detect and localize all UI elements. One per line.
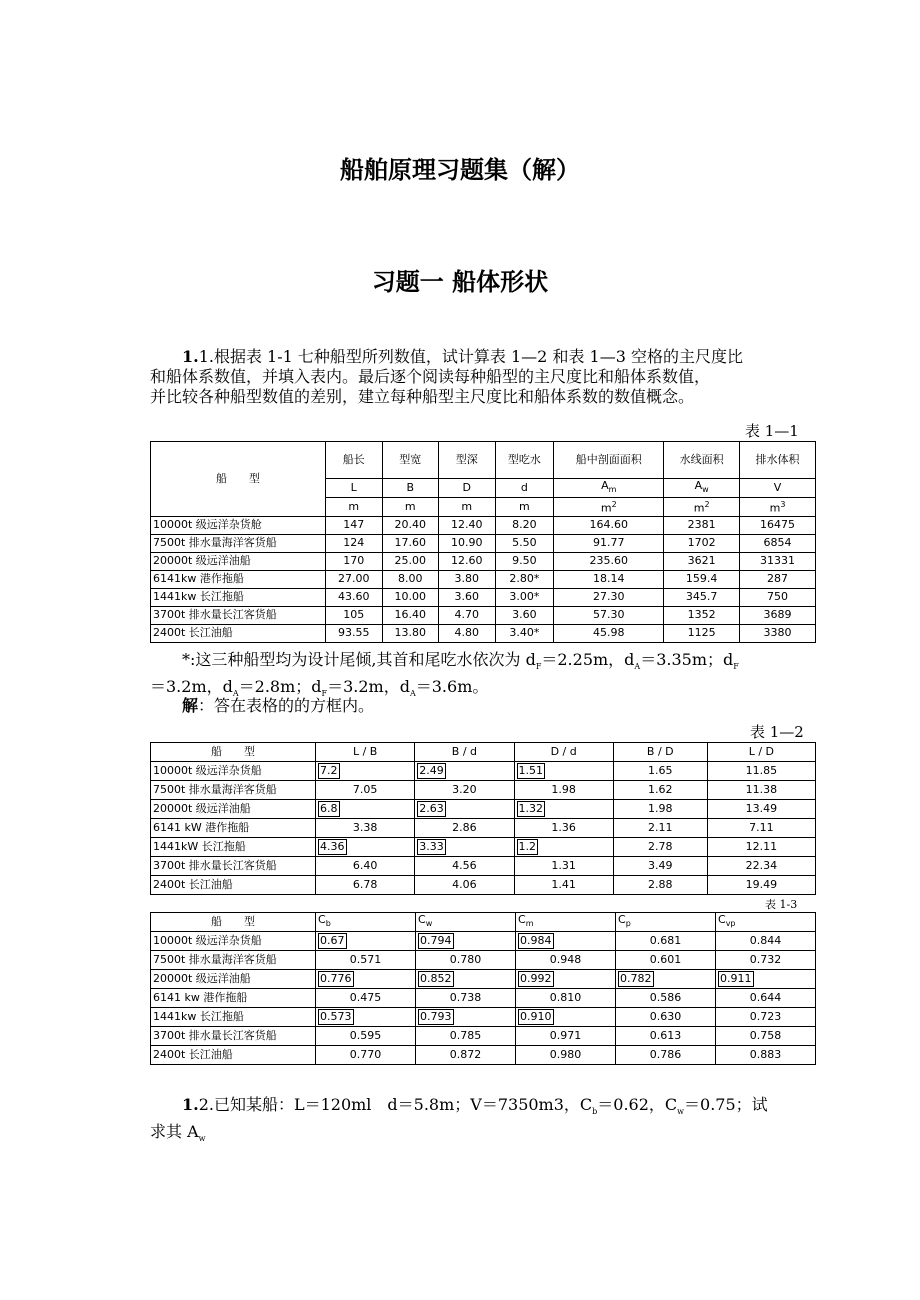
value-cell: 1125: [664, 624, 740, 642]
value-cell: 0.732: [716, 951, 816, 970]
value-cell: 18.14: [554, 570, 664, 588]
value-cell: 2.80*: [495, 570, 554, 588]
column-header: 型深: [439, 442, 496, 479]
value-cell: 1.41: [514, 876, 613, 895]
symbol-cell: $A_m$: [554, 479, 664, 498]
symbol-cell: $A_w$: [664, 479, 740, 498]
ship-type-cell: 6141kw 港作拖船: [151, 570, 326, 588]
value-cell: [416, 970, 516, 989]
table-row: [151, 970, 816, 989]
value-cell: [514, 800, 613, 819]
question-2: 1.2.已知某船：L＝120ml d＝5.8m；V＝7350m3，$C_b=0.62$，$C_w=0.75$；试 求其 $A_w$: [150, 1095, 768, 1144]
value-cell: 16.40: [382, 606, 439, 624]
value-cell: [316, 800, 415, 819]
value-cell: 6.40: [316, 857, 415, 876]
value-cell: 3.49: [613, 857, 707, 876]
value-cell: 1.31: [514, 857, 613, 876]
value-cell: 27.00: [326, 570, 383, 588]
ship-type-cell: 2400t 长江油船: [151, 1046, 316, 1065]
ship-type-cell: 20000t 级远洋油船: [151, 552, 326, 570]
value-cell: 1.62: [613, 781, 707, 800]
question-text: 1.根据表 1-1 七种船型所列数值，试计算表 1—2 和表 1—3 空格的主尺度比: [198, 347, 743, 366]
value-cell: 3689: [740, 606, 816, 624]
value-cell: 0.780: [416, 951, 516, 970]
value-cell: 17.60: [382, 534, 439, 552]
value-cell: 3380: [740, 624, 816, 642]
value-cell: 0.980: [516, 1046, 616, 1065]
value-cell: 7.05: [316, 781, 415, 800]
unit-cell: m: [326, 498, 383, 517]
value-cell: 57.30: [554, 606, 664, 624]
value-cell: 345.7: [664, 588, 740, 606]
column-header: $C_b$: [316, 913, 416, 932]
value-cell: 2381: [664, 516, 740, 534]
value-cell: 235.60: [554, 552, 664, 570]
value-cell: 0.844: [716, 932, 816, 951]
value-cell: 750: [740, 588, 816, 606]
value-cell: 12.60: [439, 552, 496, 570]
value-cell: 170: [326, 552, 383, 570]
answer-box: 2.63: [419, 802, 444, 815]
value-cell: [415, 838, 514, 857]
value-cell: 6854: [740, 534, 816, 552]
column-header: 型吃水: [495, 442, 554, 479]
value-cell: [516, 932, 616, 951]
value-cell: 0.601: [616, 951, 716, 970]
answer-box: 4.36: [320, 840, 345, 853]
table-row: [151, 624, 816, 642]
value-cell: 91.77: [554, 534, 664, 552]
table-row: [151, 857, 816, 876]
value-cell: 124: [326, 534, 383, 552]
table-caption: 表 1—1: [745, 422, 799, 440]
question-text: 并比较各种船型数值的差别，建立每种船型主尺度比和船体系数的数值概念。: [150, 387, 695, 406]
answer-line: 解：答在表格的的方框内。: [182, 696, 375, 715]
value-cell: 16475: [740, 516, 816, 534]
column-header: 船中剖面面积: [554, 442, 664, 479]
value-cell: 19.49: [707, 876, 815, 895]
ship-type-cell: 10000t 级远洋杂货舱: [151, 516, 326, 534]
value-cell: 147: [326, 516, 383, 534]
table-row: [151, 1046, 816, 1065]
value-cell: 43.60: [326, 588, 383, 606]
value-cell: 8.20: [495, 516, 554, 534]
column-header: 排水体积: [740, 442, 816, 479]
value-cell: 25.00: [382, 552, 439, 570]
answer-box: 0.782: [620, 972, 652, 986]
value-cell: 164.60: [554, 516, 664, 534]
value-cell: 10.00: [382, 588, 439, 606]
question-1: [150, 347, 815, 407]
ship-type-cell: 20000t 级远洋油船: [151, 970, 316, 989]
table-row: [151, 606, 816, 624]
document-title: 船舶原理习题集（解）: [340, 156, 580, 184]
value-cell: 12.40: [439, 516, 496, 534]
value-cell: 0.785: [416, 1027, 516, 1046]
value-cell: [316, 1008, 416, 1027]
value-cell: [316, 762, 415, 781]
answer-box: 2.49: [419, 764, 444, 777]
value-cell: 11.38: [707, 781, 815, 800]
ship-type-header: 船 型: [151, 743, 316, 762]
value-cell: 45.98: [554, 624, 664, 642]
unit-cell: $m^2$: [664, 498, 740, 517]
table-row: [151, 1027, 816, 1046]
value-cell: 3621: [664, 552, 740, 570]
answer-box: 6.8: [320, 802, 338, 815]
value-cell: 0.948: [516, 951, 616, 970]
ship-type-cell: 3700t 排水量长江客货船: [151, 1027, 316, 1046]
value-cell: 3.38: [316, 819, 415, 838]
value-cell: 0.786: [616, 1046, 716, 1065]
value-cell: 1.98: [514, 781, 613, 800]
value-cell: 12.11: [707, 838, 815, 857]
ship-type-cell: 6141 kw 港作拖船: [151, 989, 316, 1008]
table-row: [151, 516, 816, 534]
value-cell: 1.65: [613, 762, 707, 781]
answer-box: 0.984: [520, 934, 552, 948]
value-cell: 2.11: [613, 819, 707, 838]
answer-box: 0.911: [720, 972, 752, 986]
value-cell: 4.80: [439, 624, 496, 642]
value-cell: 13.80: [382, 624, 439, 642]
column-header: 型宽: [382, 442, 439, 479]
value-cell: 0.681: [616, 932, 716, 951]
value-cell: 1.36: [514, 819, 613, 838]
value-cell: 1702: [664, 534, 740, 552]
column-header: 水线面积: [664, 442, 740, 479]
table-caption: 表 1—2: [750, 723, 804, 741]
value-cell: 3.60: [495, 606, 554, 624]
answer-box: 1.2: [518, 840, 537, 853]
value-cell: [316, 838, 415, 857]
value-cell: 10.90: [439, 534, 496, 552]
symbol-cell: B: [382, 479, 439, 498]
value-cell: 3.00*: [495, 588, 554, 606]
ship-type-header: 船 型: [151, 913, 316, 932]
symbol-cell: D: [439, 479, 496, 498]
table-row: [151, 570, 816, 588]
table-row: [151, 534, 816, 552]
unit-cell: $m^3$: [740, 498, 816, 517]
value-cell: [316, 932, 416, 951]
answer-box: 0.793: [420, 1010, 452, 1024]
value-cell: 2.86: [415, 819, 514, 838]
answer-box: 0.67: [320, 934, 345, 948]
value-cell: [516, 970, 616, 989]
ship-type-cell: 7500t 排水量海洋客货船: [151, 534, 326, 552]
value-cell: 3.80: [439, 570, 496, 588]
value-cell: 159.4: [664, 570, 740, 588]
value-cell: [716, 970, 816, 989]
unit-cell: $m^2$: [554, 498, 664, 517]
table-row: [151, 1008, 816, 1027]
ship-type-cell: 1441kW 长江拖船: [151, 838, 316, 857]
answer-box: 0.910: [520, 1010, 552, 1024]
value-cell: 0.586: [616, 989, 716, 1008]
value-cell: 0.872: [416, 1046, 516, 1065]
column-header: D / d: [514, 743, 613, 762]
value-cell: [616, 970, 716, 989]
unit-cell: m: [439, 498, 496, 517]
table-row: [151, 762, 816, 781]
ship-type-cell: 10000t 级远洋杂货船: [151, 932, 316, 951]
ship-type-cell: 6141 kW 港作拖船: [151, 819, 316, 838]
value-cell: [416, 1008, 516, 1027]
column-header: 船长: [326, 442, 383, 479]
symbol-cell: L: [326, 479, 383, 498]
value-cell: 9.50: [495, 552, 554, 570]
table-caption: 表 1-3: [765, 898, 798, 911]
answer-box: 1.51: [518, 764, 544, 777]
value-cell: 1.98: [613, 800, 707, 819]
value-cell: 11.85: [707, 762, 815, 781]
value-cell: [514, 762, 613, 781]
unit-cell: m: [495, 498, 554, 517]
question-number: 1.: [182, 347, 199, 366]
answer-box: 7.2: [320, 764, 338, 777]
question-text: 和船体系数值，并填入表内。最后逐个阅读每种船型的主尺度比和船体系数值，: [150, 367, 711, 386]
answer-box: 3.33: [419, 840, 444, 853]
value-cell: 0.810: [516, 989, 616, 1008]
value-cell: 0.475: [316, 989, 416, 1008]
ship-type-cell: 1441kw 长江拖船: [151, 588, 326, 606]
table-row: [151, 800, 816, 819]
value-cell: 0.883: [716, 1046, 816, 1065]
value-cell: 0.595: [316, 1027, 416, 1046]
value-cell: 3.20: [415, 781, 514, 800]
value-cell: 8.00: [382, 570, 439, 588]
table-1-3: [150, 912, 816, 1065]
symbol-cell: V: [740, 479, 816, 498]
footnote: *:这三种船型均为设计尾倾,其首和尾吃水依次为 $d_F=2.25m$，$d_A=3.35m$；$d_F$ ＝3.2m，$d_A=2.8m$；$d_F=3.2m$，$d_A=3.6m$。: [150, 650, 739, 699]
ship-type-header: 船 型: [151, 442, 326, 517]
ship-type-cell: 20000t 级远洋油船: [151, 800, 316, 819]
column-header: $C_w$: [416, 913, 516, 932]
value-cell: 0.758: [716, 1027, 816, 1046]
value-cell: 93.55: [326, 624, 383, 642]
table-1-1: [150, 441, 816, 643]
column-header: L / B: [316, 743, 415, 762]
question-number: 1.: [182, 1095, 199, 1114]
value-cell: 6.78: [316, 876, 415, 895]
table-row: [151, 876, 816, 895]
value-cell: 3.60: [439, 588, 496, 606]
value-cell: [416, 932, 516, 951]
value-cell: 2.88: [613, 876, 707, 895]
value-cell: 0.630: [616, 1008, 716, 1027]
answer-box: 0.852: [420, 972, 452, 986]
value-cell: [514, 838, 613, 857]
table-row: [151, 932, 816, 951]
value-cell: 0.613: [616, 1027, 716, 1046]
value-cell: 13.49: [707, 800, 815, 819]
value-cell: 0.571: [316, 951, 416, 970]
column-header: L / D: [707, 743, 815, 762]
value-cell: 0.971: [516, 1027, 616, 1046]
ship-type-cell: 10000t 级远洋杂货船: [151, 762, 316, 781]
value-cell: [415, 800, 514, 819]
chapter-title: 习题一 船体形状: [371, 268, 549, 296]
ship-type-cell: 2400t 长江油船: [151, 624, 326, 642]
table-1-2: [150, 742, 816, 895]
value-cell: 5.50: [495, 534, 554, 552]
column-header: $C_p$: [616, 913, 716, 932]
value-cell: 287: [740, 570, 816, 588]
value-cell: [316, 970, 416, 989]
column-header: B / d: [415, 743, 514, 762]
value-cell: 4.70: [439, 606, 496, 624]
value-cell: 4.56: [415, 857, 514, 876]
answer-label: 解: [182, 696, 199, 715]
table-row: [151, 989, 816, 1008]
value-cell: 4.06: [415, 876, 514, 895]
table-row: [151, 951, 816, 970]
answer-box: 0.992: [520, 972, 552, 986]
table-header-row: [151, 442, 816, 479]
value-cell: 0.644: [716, 989, 816, 1008]
ship-type-cell: 2400t 长江油船: [151, 876, 316, 895]
value-cell: 22.34: [707, 857, 815, 876]
value-cell: [415, 762, 514, 781]
value-cell: 0.723: [716, 1008, 816, 1027]
table-row: [151, 552, 816, 570]
symbol-cell: d: [495, 479, 554, 498]
unit-cell: m: [382, 498, 439, 517]
ship-type-cell: 3700t 排水量长江客货船: [151, 857, 316, 876]
value-cell: [516, 1008, 616, 1027]
value-cell: 0.738: [416, 989, 516, 1008]
value-cell: 7.11: [707, 819, 815, 838]
value-cell: 0.770: [316, 1046, 416, 1065]
value-cell: 1352: [664, 606, 740, 624]
answer-box: 0.776: [320, 972, 352, 986]
column-header: $C_{vp}$: [716, 913, 816, 932]
value-cell: 20.40: [382, 516, 439, 534]
table-row: [151, 838, 816, 857]
ship-type-cell: 7500t 排水量海洋客货船: [151, 951, 316, 970]
ship-type-cell: 7500t 排水量海洋客货船: [151, 781, 316, 800]
value-cell: 105: [326, 606, 383, 624]
ship-type-cell: 1441kw 长江拖船: [151, 1008, 316, 1027]
table-row: [151, 781, 816, 800]
column-header: $C_m$: [516, 913, 616, 932]
column-header: B / D: [613, 743, 707, 762]
table-row: [151, 588, 816, 606]
ship-type-cell: 3700t 排水量长江客货船: [151, 606, 326, 624]
table-header-row: [151, 743, 816, 762]
table-header-row: [151, 913, 816, 932]
value-cell: 3.40*: [495, 624, 554, 642]
answer-box: 0.573: [320, 1010, 352, 1024]
value-cell: 2.78: [613, 838, 707, 857]
answer-box: 0.794: [420, 934, 452, 948]
value-cell: 31331: [740, 552, 816, 570]
answer-box: 1.32: [518, 802, 544, 815]
value-cell: 27.30: [554, 588, 664, 606]
table-row: [151, 819, 816, 838]
